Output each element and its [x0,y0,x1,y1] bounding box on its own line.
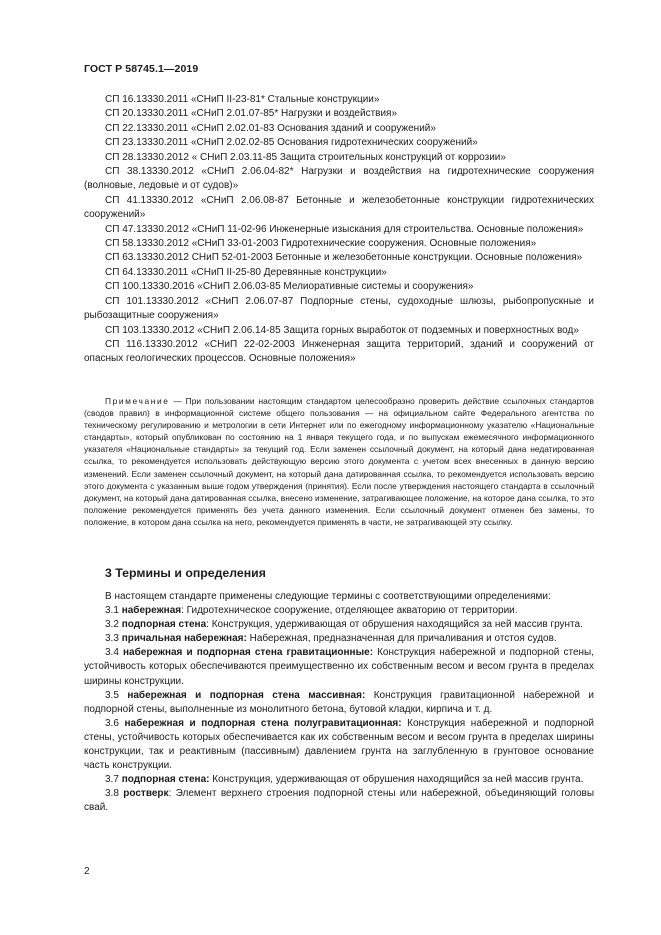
term-item [84,773,594,787]
term-number: 3.8 [105,788,124,800]
note-block [84,395,594,528]
term-name: набережная и подпорная стена массивная: [127,689,366,701]
document-header: ГОСТ Р 58745.1—2019 [84,63,199,75]
term-number: 3.6 [105,717,125,729]
reference-item: СП 22.13330.2011 «СНиП 2.02.01-83 Основания зданий и сооружений» [105,122,436,134]
reference-item: СП 100.13330.2016 «СНиП 2.06.03-85 Мелиоративные системы и сооружения» [105,281,474,293]
reference-item: СП 20.13330.2011 «СНиП 2.01.07-85* Нагрузки и воздействия» [105,108,398,120]
terms-list [84,590,594,816]
reference-item: СП 38.13330.2012 «СНиП 2.06.04-82* Нагрузки и воздействия на гидротехнические сооружения (волновые, ледовые и от судов)» [84,166,594,192]
term-definition: : Конструкция, удерживающая от обрушения находящийся за ней массив грунта. [206,619,583,631]
reference-item: СП 116.13330.2012 «СНиП 22-02-2003 Инженерная защита территорий, зданий и сооружений от опасных геологических процессов. Основные положения» [84,338,594,365]
term-definition: Набережная, предназначенная для причаливания и отстоя судов. [246,633,557,645]
term-item [84,689,594,717]
reference-item: СП 101.13330.2012 «СНиП 2.06.07-87 Подпорные стены, судоходные шлюзы, рыбопропускные и рыбозащитные сооружения» [84,295,594,322]
note-label: Примечание [105,396,170,406]
reference-item: СП 103.13330.2012 «СНиП 2.06.14-85 Защита горных выработок от подземных и поверхностных вод» [105,324,579,336]
term-item [84,604,594,618]
note-paragraph [84,395,594,528]
term-definition: : Элемент верхнего строения подпорной стены или набережной, объединяющий головы свай. [84,788,595,814]
term-definition: Конструкция набережной и подпорной стены, устойчивость которых обеспечивается как их собственным весом и весом грунта в пределах ширины конструкции, так и реактивным (пассивным) давлением грунта на заглубленную в грунтовое основание часть конструкции. [84,717,594,772]
reference-item: СП 63.13330.2012 СНиП 52-01-2003 Бетонные и железобетонные конструкции. Основные положения» [105,252,583,264]
term-name: набережная и подпорная стена полугравитационная: [124,717,402,729]
term-name: набережная и подпорная стена гравитационные: [122,647,374,659]
term-definition: Конструкция гравитационной набережной и подпорной стены, выполненные из монолитного бетона, бутовой кладки, кирпича и т. д. [84,689,595,715]
page-number: 2 [84,866,90,877]
term-definition: : Гидротехническое сооружение, отделяющее акваторию от территории. [181,605,518,617]
term-definition: Конструкция, удерживающая от обрушения находящийся за ней массив грунта. [209,774,584,786]
term-item [84,632,594,646]
term-name: ростверк [123,788,169,800]
term-item [84,646,594,688]
reference-item: СП 58.13330.2012 «СНиП 33-01-2003 Гидротехнические сооружения. Основные положения» [105,238,537,250]
term-number: 3.7 [105,774,122,786]
section-title: 3 Термины и определения [105,566,266,580]
note-text: — При пользовании настоящим стандартом целесообразно проверить действие ссылочных стандартов (сводов правил) в информационной системе общего пользования — на официальном сайте Федерального агентства по техническому регулированию и метрологии в сети Интернет или по ежегодному информационному указателю «Национальные стандарты», который опубликован по состоянию на 1 января текущего года, и по выпускам ежемесячного информационного указателя «Национальные стандарты» за текущий год. Если заменен ссылочный документ, на который дана недатированная ссылка, то рекомендуется использовать действующую версию этого документа с учетом всех внесенных в данную версию изменений. Если заменен ссылочный документ, на который дана датированная ссылка, то рекомендуется использовать версию этого документа с указанным выше годом утверждения (принятия). Если после утверждения настоящего стандарта в ссылочный документ, на который дана датированная ссылка, внесено изменение, затрагивающее положение, на которое дана ссылка, то это положение рекомендуется применять без учета данного изменения. Если ссылочный документ отменен без замены, то положение, в котором дана ссылка на него, рекомендуется применять в части, не затрагивающей эту ссылку. [84,396,594,527]
term-number: 3.1 [105,605,122,617]
reference-item: СП 41.13330.2012 «СНиП 2.06.08-87 Бетонные и железобетонные конструкции гидротехнических сооружений» [84,194,594,221]
term-name: подпорная стена: [121,774,210,786]
term-number: 3.4 [105,647,123,659]
term-item [84,618,594,632]
terms-intro: В настоящем стандарте применены следующие термины с соответствующими определениями: [105,591,551,602]
term-number: 3.2 [105,619,122,631]
reference-item: СП 23.13330.2011 «СНиП 2.02.02-85 Основания гидротехнических сооружений» [105,137,478,149]
reference-item: СП 28.13330.2012 « СНиП 2.03.11-85 Защита строительных конструкций от коррозии» [105,151,506,163]
term-name: набережная [121,605,182,617]
term-item [84,787,594,815]
term-name: причальная набережная: [121,633,247,645]
term-name: подпорная стена [121,619,207,631]
reference-item: СП 16.13330.2011 «СНиП II-23-81* Стальные конструкции» [105,94,380,105]
term-definition: Конструкция набережной и подпорной стены, устойчивость которых обеспечиваются преимущественно их собственным весом и весом грунта в пределах ширины конструкции. [84,647,594,687]
term-item [84,717,594,773]
reference-item: СП 64.13330.2011 «СНиП II-25-80 Деревянные конструкции» [105,266,387,278]
term-number: 3.5 [105,689,128,701]
term-number: 3.3 [105,633,122,645]
reference-item: СП 47.13330.2012 «СНиП 11-02-96 Инженерные изыскания для строительства. Основные положения» [105,223,584,235]
normative-references-list [84,93,594,367]
